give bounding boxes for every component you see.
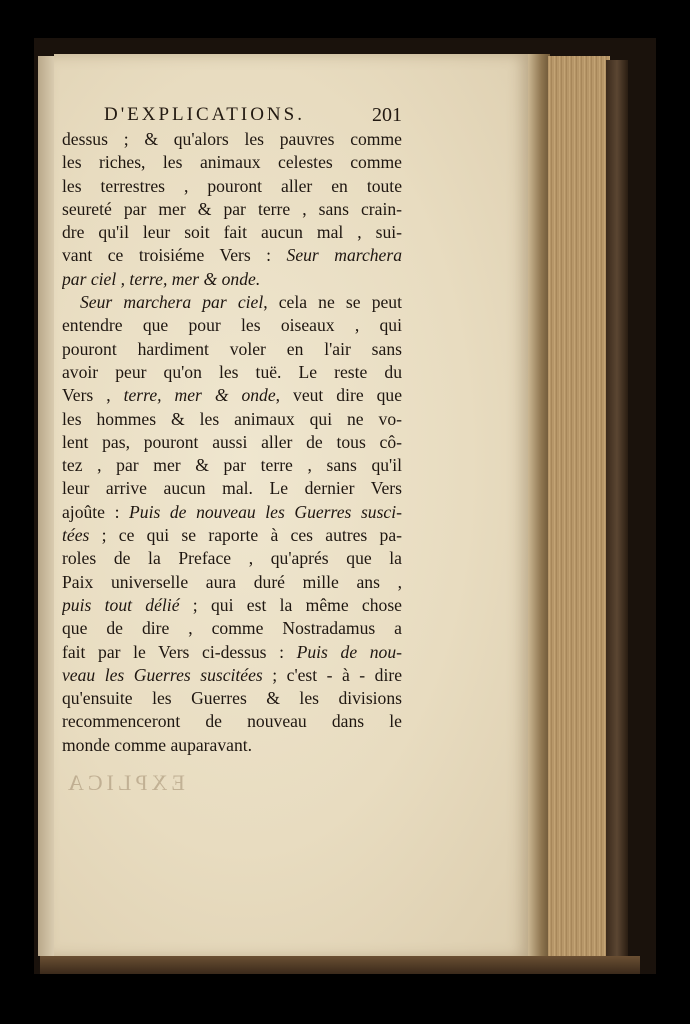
text-segment: ; ce qui se raporte à ces autres pa- <box>89 525 402 546</box>
text-line <box>62 687 402 710</box>
text-segment: les hommes & les animaux qui ne vo- <box>62 408 402 429</box>
text-segment: dessus ; & qu'alors les pauvres comme <box>62 129 402 149</box>
book-bottom-edge <box>40 956 640 974</box>
text-line <box>62 291 402 314</box>
text-segment: recommenceront de nouveau dans le <box>62 711 402 732</box>
text-line <box>62 221 402 244</box>
page-gutter <box>528 54 550 962</box>
text-segment: ; c'est - à - dire <box>262 664 402 685</box>
text-line <box>62 384 402 407</box>
text-line <box>62 524 402 547</box>
italic-text: veau les Guerres suscitées <box>62 664 263 685</box>
text-line <box>62 408 402 431</box>
text-line <box>62 175 402 198</box>
text-segment: dre qu'il leur soit fait aucun mal , sui- <box>62 222 402 243</box>
text-line <box>62 431 402 454</box>
text-line <box>62 734 402 757</box>
text-line <box>62 361 402 384</box>
text-line <box>62 151 402 174</box>
text-line <box>62 454 402 477</box>
italic-text: Puis de nouveau les Guerres susci- <box>129 501 402 522</box>
text-segment: qu'ensuite les Guerres & les divisions <box>62 688 402 709</box>
text-segment: Paix universelle aura duré mille ans , <box>62 571 402 592</box>
italic-text: terre, mer & onde <box>123 385 276 406</box>
text-segment: monde comme auparavant. <box>62 734 253 755</box>
page-number: 201 <box>372 104 402 126</box>
text-segment: , veut dire que <box>275 385 402 406</box>
italic-text: Seur marchera <box>286 245 402 266</box>
text-block-edge <box>548 56 610 960</box>
text-line <box>62 641 402 664</box>
text-line <box>62 501 402 524</box>
body-text <box>62 128 402 757</box>
text-segment: lent pas, pouront aussi aller de tous cô- <box>62 431 402 452</box>
book-cover-edge <box>606 60 628 960</box>
text-segment: les terrestres , pouront aller en toute <box>62 175 402 196</box>
text-segment: ajoûte : <box>62 501 130 522</box>
text-line <box>62 664 402 687</box>
text-segment: tez , par mer & par terre , sans qu'il <box>62 455 402 476</box>
text-segment: que de dire , comme Nostradamus a <box>62 618 402 639</box>
italic-text: Puis de nou- <box>296 641 402 662</box>
text-line <box>62 547 402 570</box>
running-head: D'EXPLICATIONS. <box>104 104 305 125</box>
show-through-text: EXPLICA <box>64 770 185 795</box>
text-line <box>62 710 402 733</box>
page-header <box>96 104 402 130</box>
text-segment: vant ce troisiéme Vers : <box>62 245 287 266</box>
text-segment: seureté par mer & par terre , sans crain- <box>62 198 402 219</box>
italic-text: tées <box>62 525 90 546</box>
text-line <box>62 314 402 337</box>
text-segment: Vers , <box>62 385 124 406</box>
text-line <box>62 338 402 361</box>
text-segment: entendre que pour les oiseaux , qui <box>62 315 402 336</box>
text-segment: fait par le Vers ci-dessus : <box>62 641 297 662</box>
text-line <box>62 268 402 291</box>
text-segment: pouront hardiment voler en l'air sans <box>62 338 402 359</box>
text-segment: les riches, les animaux celestes comme <box>62 152 402 173</box>
text-line <box>62 571 402 594</box>
text-line <box>62 244 402 267</box>
text-segment: avoir peur qu'on les tuë. Le reste du <box>62 361 402 382</box>
italic-text: par ciel , terre, mer & onde. <box>62 268 261 289</box>
text-segment: roles de la Preface , qu'aprés que la <box>62 548 402 569</box>
text-line <box>62 594 402 617</box>
text-segment: ; qui est la même chose <box>179 594 402 615</box>
italic-text: puis tout délié <box>62 594 180 615</box>
text-line <box>62 128 402 151</box>
text-line <box>62 477 402 500</box>
text-line <box>62 198 402 221</box>
text-line <box>62 617 402 640</box>
italic-text: Seur marchera par ciel <box>80 292 264 313</box>
text-segment: leur arrive aucun mal. Le dernier Vers <box>62 478 402 499</box>
text-segment: , cela ne se peut <box>263 292 402 313</box>
